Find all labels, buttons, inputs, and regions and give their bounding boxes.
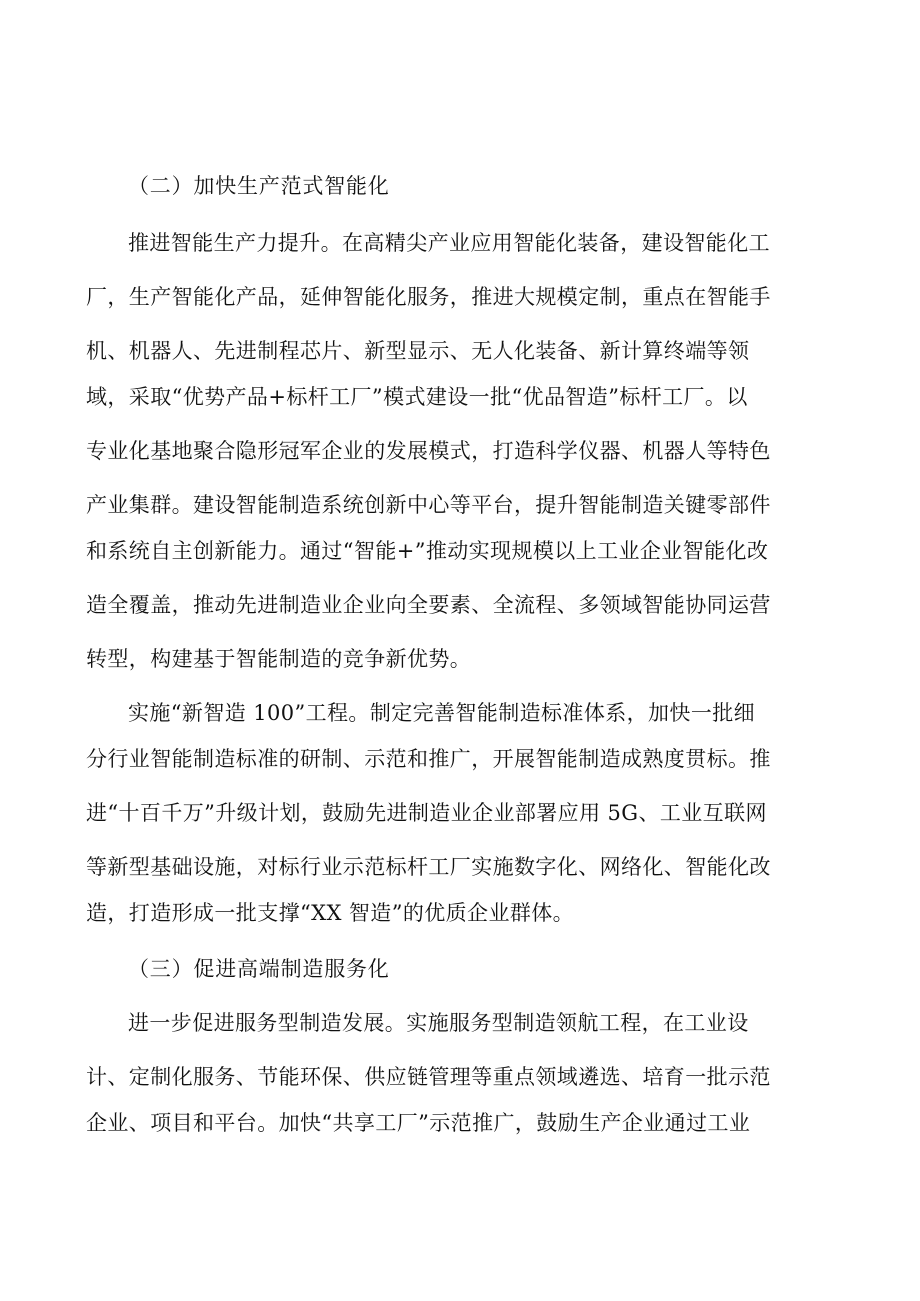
paragraph-line: 进“十百千万”升级计划，鼓励先进制造业企业部署应用 5G、工业互联网	[86, 801, 767, 825]
paragraph-line: 厂，生产智能化产品，延伸智能化服务，推进大规模定制，重点在智能手	[86, 285, 771, 309]
paragraph-line: 机、机器人、先进制程芯片、新型显示、无人化装备、新计算终端等领	[86, 339, 750, 363]
paragraph-line: 企业、项目和平台。加快“共享工厂”示范推广，鼓励生产企业通过工业	[86, 1111, 751, 1135]
section-heading: （二）加快生产范式智能化	[128, 174, 390, 198]
paragraph-line: 域，采取“优势产品+标杆工厂”模式建设一批“优品智造”标杆工厂。以	[86, 385, 748, 409]
paragraph-line: 等新型基础设施，对标行业示范标杆工厂实施数字化、网络化、智能化改	[86, 855, 771, 879]
paragraph-line: 进一步促进服务型制造发展。实施服务型制造领航工程，在工业设	[128, 1011, 749, 1035]
paragraph-line: 专业化基地聚合隐形冠军企业的发展模式，打造科学仪器、机器人等特色	[86, 439, 771, 463]
paragraph-line: 计、定制化服务、节能环保、供应链管理等重点领域遴选、培育一批示范	[86, 1065, 771, 1089]
paragraph-line: 和系统自主创新能力。通过“智能+”推动实现规模以上工业企业智能化改	[86, 539, 769, 563]
paragraph-line: 产业集群。建设智能制造系统创新中心等平台，提升智能制造关键零部件	[86, 493, 771, 517]
paragraph-line: 转型，构建基于智能制造的竞争新优势。	[86, 647, 472, 671]
paragraph-line: 造，打造形成一批支撑“XX 智造”的优质企业群体。	[86, 901, 575, 925]
paragraph-line: 分行业智能制造标准的研制、示范和推广，开展智能制造成熟度贯标。推	[86, 747, 771, 771]
paragraph-line: 推进智能生产力提升。在高精尖产业应用智能化装备，建设智能化工	[128, 231, 770, 255]
paragraph-line: 实施“新智造 100”工程。制定完善智能制造标准体系，加快一批细	[128, 701, 756, 725]
paragraph-line: 造全覆盖，推动先进制造业企业向全要素、全流程、多领域智能协同运营	[86, 593, 771, 617]
section-heading: （三）促进高端制造服务化	[128, 957, 390, 981]
